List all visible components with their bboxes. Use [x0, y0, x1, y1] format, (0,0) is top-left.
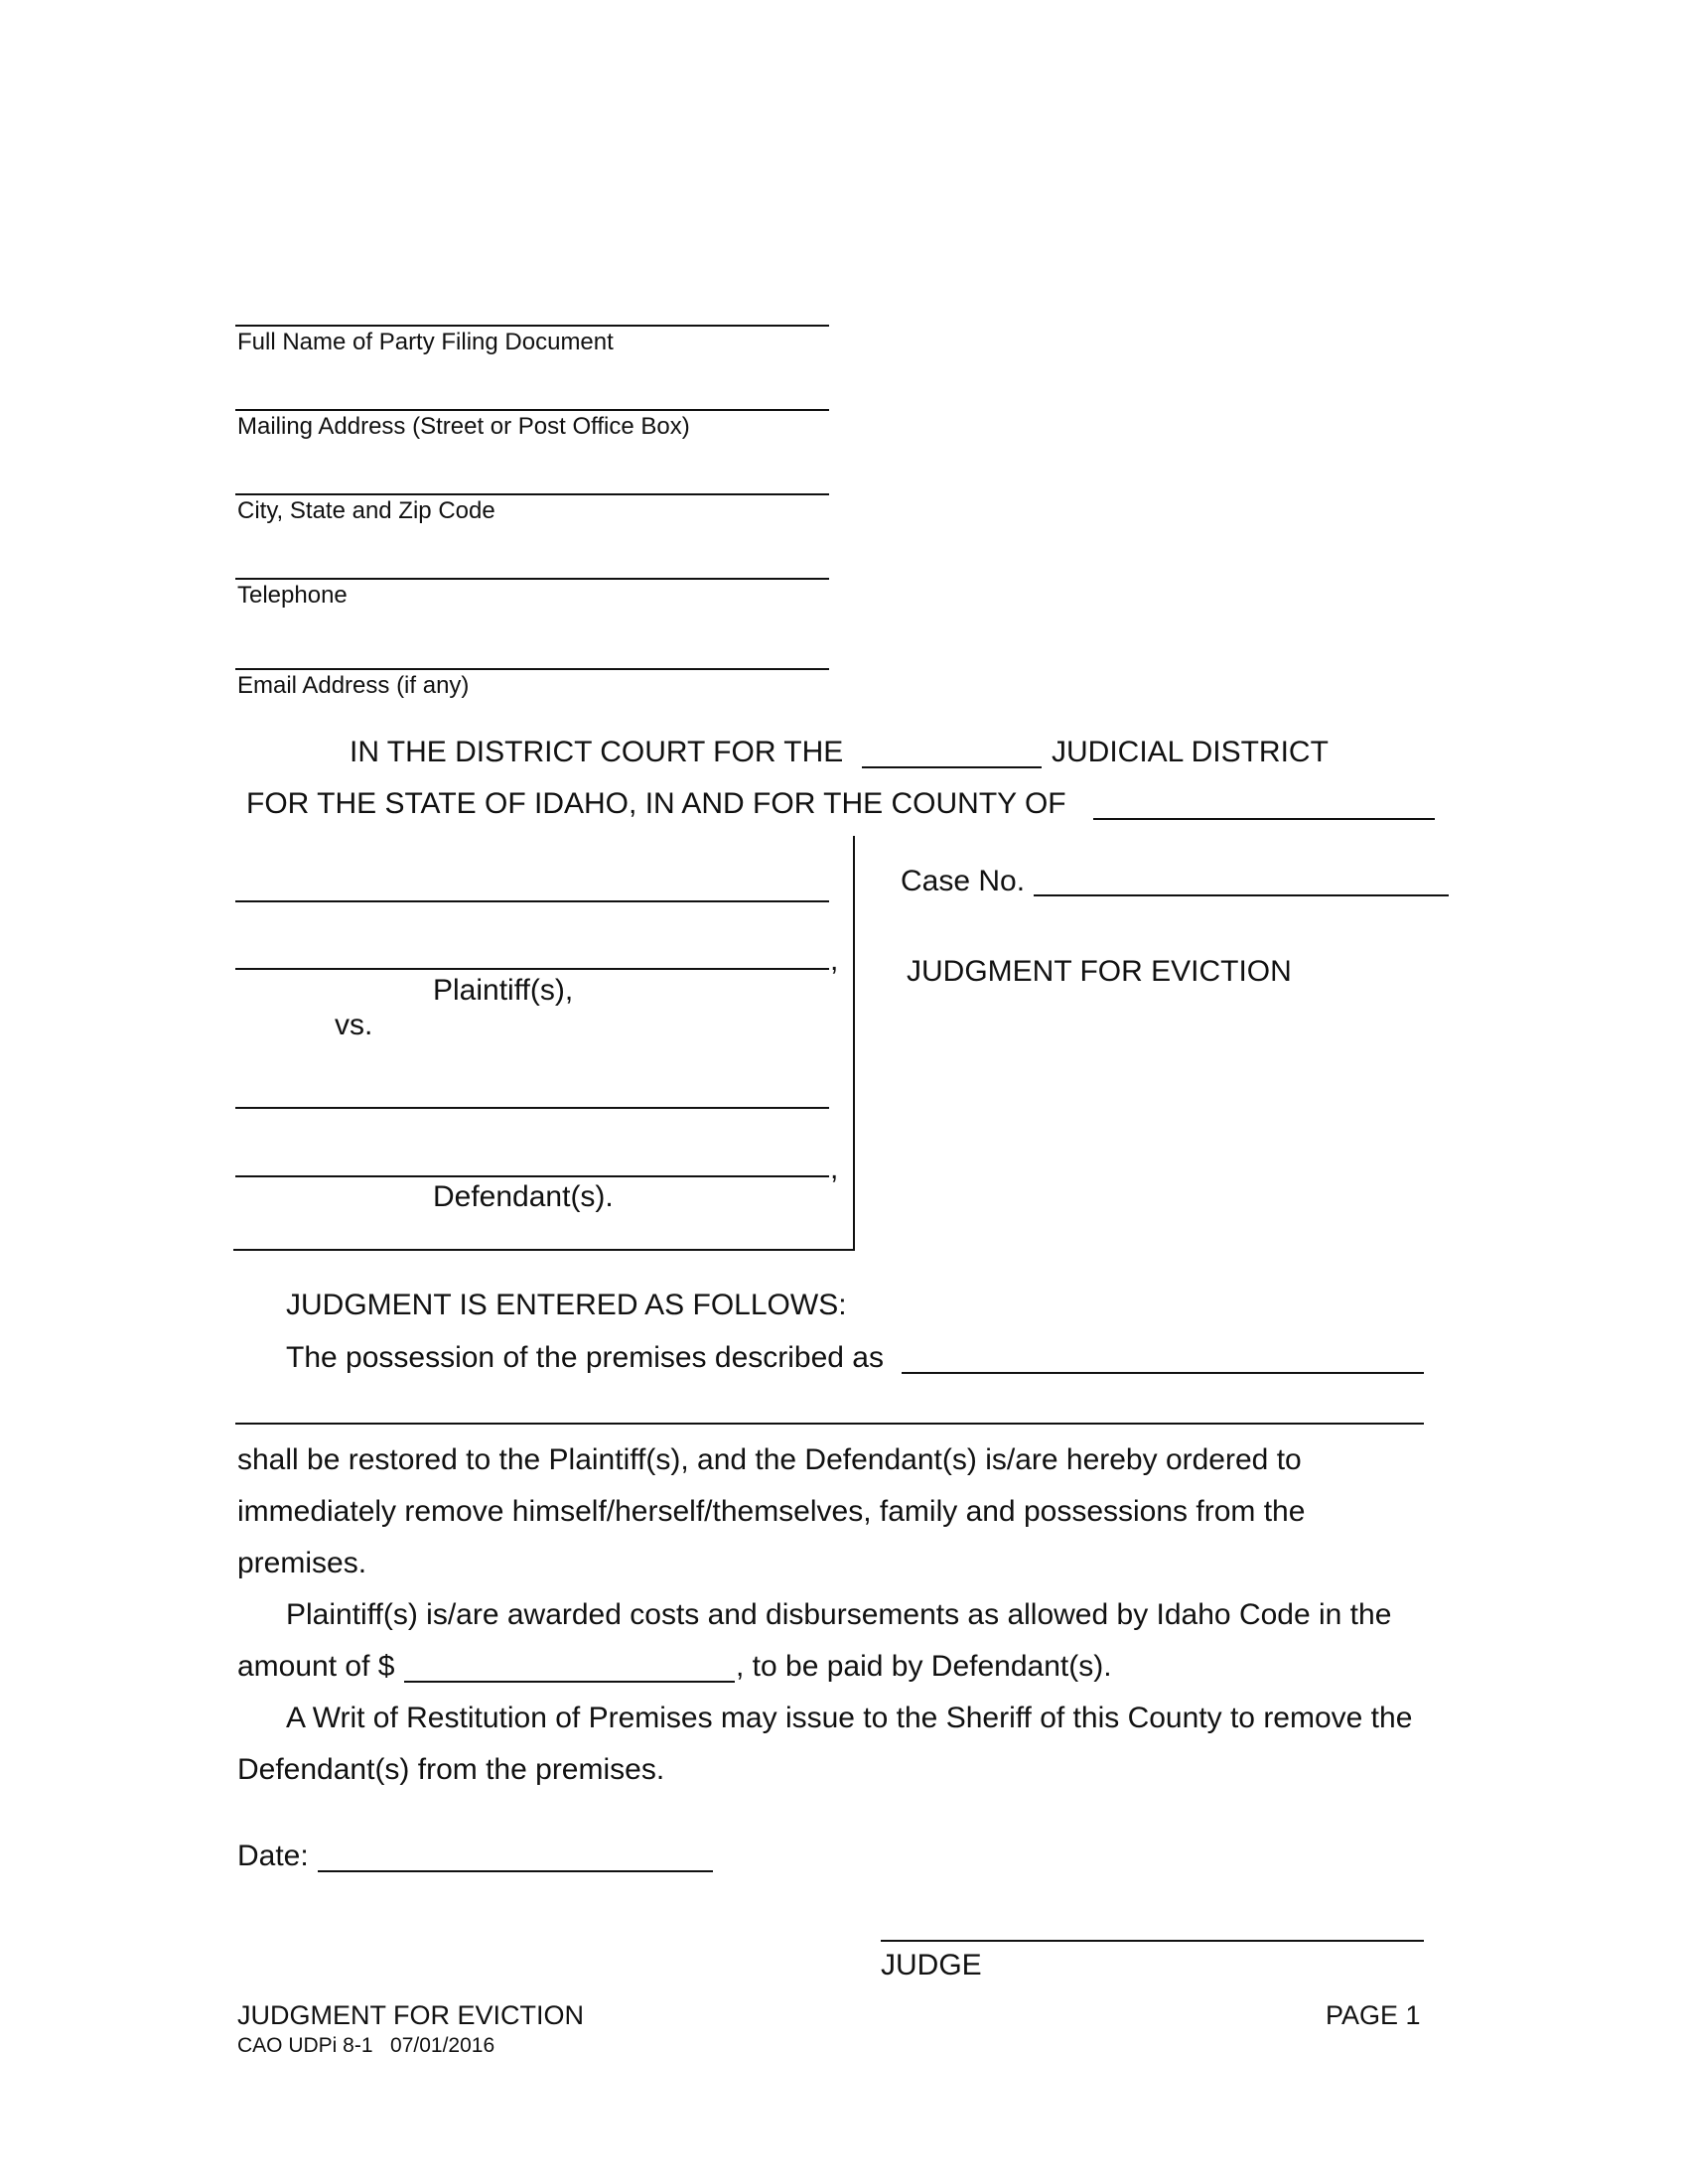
possession-text: The possession of the premises described as	[286, 1341, 884, 1374]
court-line-1-end: JUDICIAL DISTRICT	[1052, 736, 1329, 768]
versus-label: vs.	[335, 1009, 373, 1041]
date-label: Date:	[237, 1840, 309, 1872]
amount-blank[interactable]	[404, 1651, 735, 1683]
paragraph-3-line-1: A Writ of Restitution of Premises may issue to the Sheriff of this County to remove the	[286, 1702, 1413, 1734]
plaintiff-line-2[interactable]	[235, 968, 829, 970]
plaintiff-line-1[interactable]	[235, 900, 829, 902]
judge-label: JUDGE	[881, 1949, 982, 1981]
full-name-label: Full Name of Party Filing Document	[237, 329, 614, 355]
defendant-line-2[interactable]	[235, 1175, 829, 1177]
date-blank[interactable]	[318, 1841, 713, 1872]
city-state-zip-label: City, State and Zip Code	[237, 497, 495, 524]
mailing-address-label: Mailing Address (Street or Post Office Box)	[237, 413, 690, 440]
defendant-comma: ,	[830, 1153, 839, 1185]
premises-description-blank-2[interactable]	[235, 1423, 1424, 1425]
paragraph-1-line-1: shall be restored to the Plaintiff(s), and the Defendant(s) is/are hereby ordered to	[237, 1443, 1302, 1476]
email-label: Email Address (if any)	[237, 672, 470, 699]
defendant-line-1[interactable]	[235, 1107, 829, 1109]
footer-title: JUDGMENT FOR EVICTION	[237, 2000, 585, 2030]
paragraph-1-line-2: immediately remove himself/herself/themselves, family and possessions from the	[237, 1495, 1306, 1528]
document-title: JUDGMENT FOR EVICTION	[907, 955, 1292, 988]
amount-suffix: , to be paid by Defendant(s).	[736, 1650, 1112, 1683]
email-line[interactable]	[235, 668, 829, 670]
paragraph-2-line-1: Plaintiff(s) is/are awarded costs and disbursements as allowed by Idaho Code in the	[286, 1598, 1392, 1631]
paragraph-1-line-3: premises.	[237, 1547, 367, 1579]
telephone-label: Telephone	[237, 582, 348, 609]
plaintiff-comma: ,	[830, 944, 839, 977]
court-line-1-start: IN THE DISTRICT COURT FOR THE	[350, 736, 844, 768]
case-number-label: Case No.	[901, 865, 1026, 897]
judge-signature-line[interactable]	[881, 1940, 1424, 1942]
plaintiff-label: Plaintiff(s),	[433, 974, 574, 1007]
premises-description-blank-1[interactable]	[902, 1342, 1424, 1374]
paragraph-3-line-2: Defendant(s) from the premises.	[237, 1753, 665, 1786]
caption-divider	[853, 836, 855, 1251]
city-state-zip-line[interactable]	[235, 493, 829, 495]
defendant-label: Defendant(s).	[433, 1180, 614, 1213]
mailing-address-line[interactable]	[235, 409, 829, 411]
county-blank[interactable]	[1093, 788, 1435, 820]
case-number-blank[interactable]	[1034, 865, 1449, 896]
footer-page-number: PAGE 1	[1326, 2000, 1421, 2030]
telephone-line[interactable]	[235, 578, 829, 580]
amount-prefix: amount of $	[237, 1650, 395, 1683]
judicial-district-blank[interactable]	[862, 737, 1042, 768]
caption-bottom-rule	[233, 1249, 855, 1251]
court-line-2: FOR THE STATE OF IDAHO, IN AND FOR THE COUNTY OF	[246, 787, 1066, 820]
judgment-heading: JUDGMENT IS ENTERED AS FOLLOWS:	[286, 1289, 847, 1321]
full-name-line[interactable]	[235, 325, 829, 327]
footer-form-id: CAO UDPi 8-1 07/01/2016	[237, 2034, 495, 2057]
